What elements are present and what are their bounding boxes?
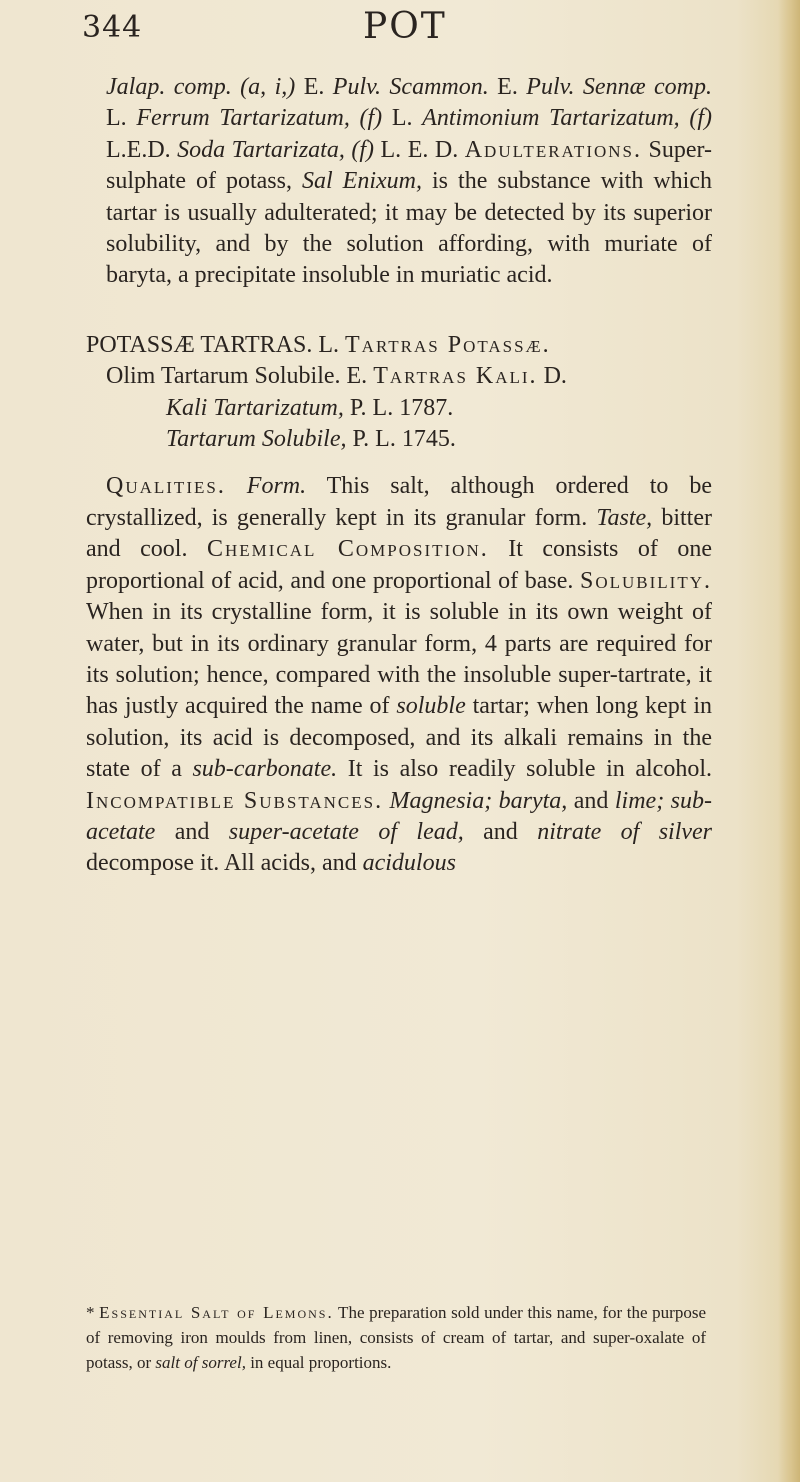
text-run: decompose it. All acids, and — [86, 850, 363, 877]
text-run: Sal Enixum, — [302, 168, 422, 195]
text-run: Olim Tartarum Solubile. — [106, 363, 341, 390]
page-edge-shading — [778, 0, 800, 1482]
text-run: The preparation sold under this name, for the purpose of removing iron moulds from linen, consists of cream of tartar, and super-oxalate of potass, or — [86, 1303, 706, 1372]
text-run: Qualities. — [106, 473, 226, 500]
text-run: Antimonium Tartarizatum, (f) — [422, 105, 712, 132]
main-text — [86, 72, 712, 880]
text-run: L. E. D. — [374, 136, 465, 163]
text-run: E. — [488, 74, 527, 100]
text-run: Solubility. — [580, 567, 712, 594]
text-run: E. — [295, 74, 333, 100]
text-run: L.E.D. — [106, 136, 178, 163]
paragraph-jalap-continued — [86, 72, 712, 292]
page-number: 344 — [82, 10, 143, 45]
text-run — [226, 473, 247, 499]
text-run: nitrate of silver — [537, 818, 713, 845]
text-run: Adulterations. — [464, 136, 642, 163]
text-run: It consists of one proportional of acid, and one proportional of base. — [86, 536, 712, 594]
text-run: This salt, although ordered to be crystallized, is generally kept in its granular form. — [86, 473, 712, 531]
text-run: bitter and cool. — [86, 504, 712, 563]
text-run: Kali Tartarizatum, — [166, 394, 344, 421]
text-run: is the substance with which tartar is usually adulterated; it may be detected by its superior solubility, and by the solution affording, with muriate of baryta, a precipitate insoluble in muriatic acid. — [106, 168, 712, 289]
text-run: E. — [340, 363, 374, 390]
text-run: L. — [312, 331, 346, 358]
running-head: POT — [363, 6, 447, 47]
text-run: Form. — [246, 473, 307, 500]
text-run: Soda Tartarizata, (f) — [177, 136, 375, 163]
text-run: Pulv. Sennæ comp. — [526, 74, 712, 100]
text-run: It is also readily soluble in alcohol. — [337, 756, 712, 783]
text-run: sub-carbonate. — [192, 756, 338, 783]
footnote — [86, 1300, 706, 1375]
text-run: soluble — [396, 693, 466, 720]
text-run: Jalap. comp. (a, i,) — [106, 74, 296, 100]
text-run: Chemical Composition. — [206, 536, 489, 563]
text-run: tartar; when long kept in solution, its acid is decomposed, and its alkali remains in the state of a — [86, 693, 712, 783]
text-run: Tartras Kali. — [373, 363, 538, 390]
text-run: P. L. 1745. — [346, 426, 456, 453]
text-run: L. — [382, 105, 423, 132]
text-run: and — [567, 787, 615, 814]
synonym-line-2 — [86, 393, 712, 424]
text-run: and — [463, 818, 538, 845]
text-run: Ferrum Tartarizatum, (f) — [136, 105, 383, 132]
text-run: When in its crystalline form, it is soluble in its own weight of water, but in its ordinary granular form, 4 parts are required for its solution; hence, compared with the insoluble super-tartrate, it has justly acquired the name of — [86, 599, 712, 720]
text-run: * — [86, 1303, 100, 1322]
text-run: P. L. 1787. — [343, 394, 454, 421]
text-run: in equal proportions. — [245, 1353, 392, 1372]
text-run: salt of sorrel, — [155, 1353, 246, 1372]
text-run: lime; sub-acetate — [86, 787, 712, 845]
text-run: Magnesia; baryta, — [389, 787, 568, 814]
text-run: D. — [537, 363, 567, 390]
text-run: Pulv. Scammon. — [332, 74, 489, 100]
text-run: Taste, — [596, 504, 653, 531]
entry-heading-potassae-tartras — [86, 330, 712, 361]
text-run: POTASSÆ TARTRAS. — [86, 331, 313, 358]
text-run: super-acetate of lead, — [228, 818, 464, 845]
page-header — [0, 0, 800, 70]
text-run: Tartarum Solubile, — [166, 426, 347, 453]
text-run: Incompatible Substances. — [86, 787, 384, 814]
text-run: Super-sulphate of potass, — [106, 136, 712, 195]
text-run: and — [155, 818, 229, 845]
text-run: L. — [106, 105, 137, 132]
paragraph-qualities — [86, 471, 712, 879]
text-run: Tartras Potassæ. — [345, 331, 551, 358]
text-run: Essential Salt of Lemons. — [99, 1303, 334, 1322]
text-run: acidulous — [362, 850, 456, 877]
synonym-line-1 — [86, 361, 712, 392]
synonym-line-3 — [86, 424, 712, 455]
